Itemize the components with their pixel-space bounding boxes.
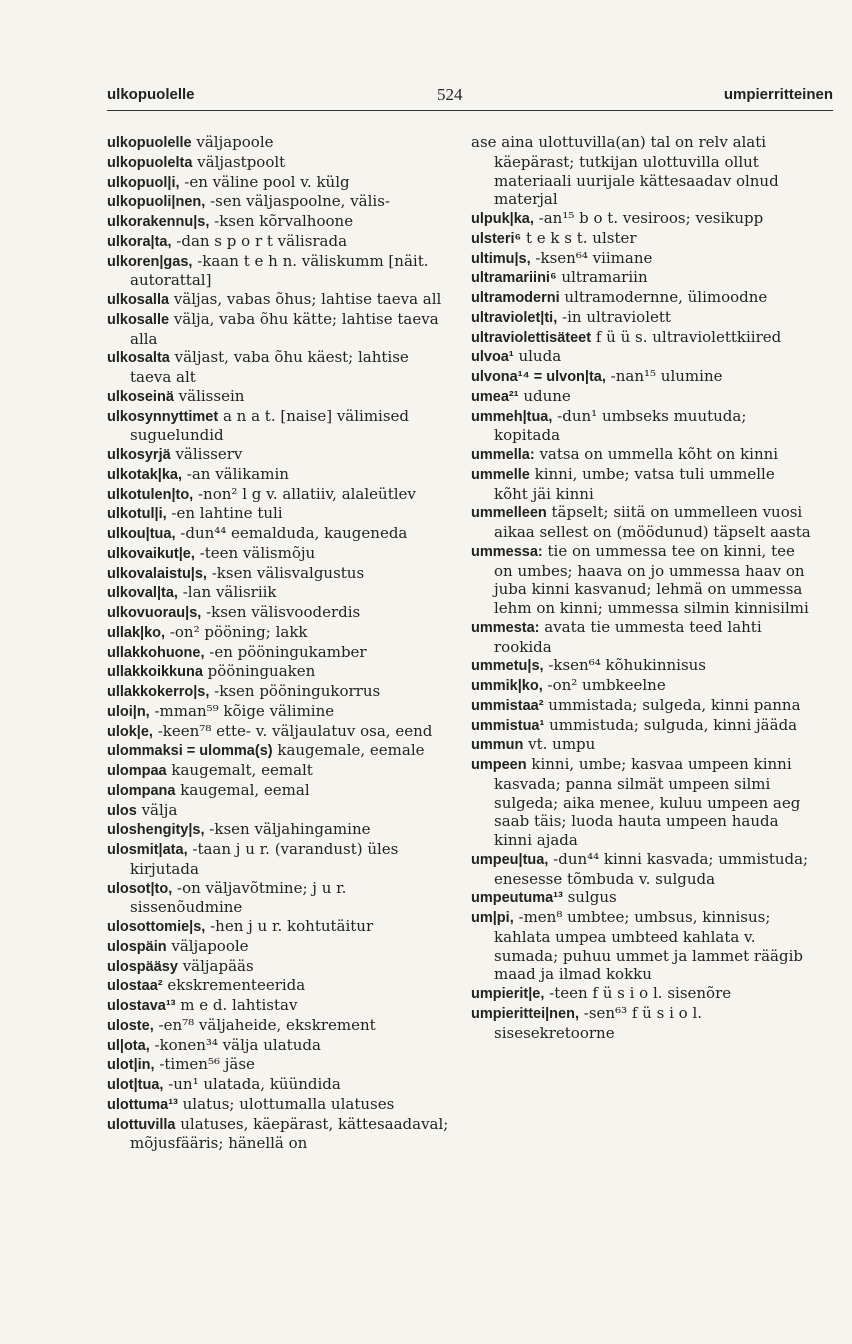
dictionary-entry [107, 465, 449, 485]
entry-definition: -on väljavõtmine; j u r. sissenõudmine [130, 878, 347, 917]
dictionary-entry [107, 722, 449, 742]
entry-definition: -ksen väljahingamine [204, 820, 371, 839]
entry-headword: ulosottomie|s, [107, 919, 206, 935]
entry-headword: ulompana [107, 782, 176, 799]
dictionary-entry [471, 755, 811, 850]
dictionary-entry [471, 465, 811, 504]
entry-definition: -on² umbkeelne [542, 676, 666, 694]
dictionary-entry [107, 957, 449, 977]
entry-definition: -en väline pool v. külg [179, 172, 350, 191]
entry-definition: -ksen⁶⁴ viimane [530, 248, 653, 267]
dictionary-entry [107, 1115, 449, 1154]
entry-definition: -sen⁶³ f ü s i o l. sisesekretoorne [494, 1003, 703, 1042]
entry-headword: ulkosalle [107, 311, 170, 328]
entry-headword: ulosot|to, [107, 880, 173, 897]
dictionary-entry [471, 249, 811, 269]
entry-definition: -timen⁵⁶ jäse [154, 1055, 255, 1074]
dictionary-entry [107, 623, 449, 643]
entry-headword: ultraviolet|ti, [471, 309, 558, 326]
entry-definition: -dan s p o r t välisrada [171, 231, 348, 250]
entry-headword: ulkosynnyttimet [107, 408, 219, 425]
entry-definition: -in ultraviolett [557, 307, 671, 326]
entry-definition: m e d. lahtistav [175, 996, 298, 1014]
dictionary-entry [107, 583, 449, 603]
entry-definition: udune [518, 386, 571, 405]
dictionary-entry [471, 133, 811, 209]
entry-definition: -taan j u r. (varandust) üles kirjutada [130, 840, 399, 878]
entry-definition: tie on ummessa tee on kinni, tee on umbes; haava on jo ummessa haav on juba kinni kasvanud; lehmä on ummessa lehm on kinni; ummessa silmin kinnisilmi [494, 541, 809, 617]
entry-definition: ummistuda; sulguda, kinni jääda [544, 715, 798, 734]
dictionary-entry [107, 741, 449, 761]
dictionary-entry [107, 212, 449, 232]
entry-definition: a n a t. [naise] välimised suguelundid [130, 406, 410, 445]
dictionary-entry [471, 308, 811, 328]
entry-headword: ullakkohuone, [107, 644, 205, 661]
dictionary-entry [107, 682, 449, 702]
entry-definition: avata tie ummesta teed lahti rookida [494, 617, 762, 656]
dictionary-entry [107, 976, 449, 996]
entry-headword: ulkotulen|to, [107, 486, 194, 503]
entry-definition: välja [136, 800, 178, 819]
entry-definition: -ksen välisvalgustus [206, 563, 365, 582]
entry-definition: välja, vaba õhu kätte; lahtise taeva alla [130, 309, 439, 348]
entry-headword: ummun [471, 737, 524, 754]
dictionary-entry [107, 232, 449, 252]
dictionary-entry [471, 288, 811, 308]
dictionary-entry [107, 290, 449, 310]
entry-headword: ul|ota, [107, 1037, 150, 1054]
entry-headword: ummelleen [471, 505, 547, 522]
dictionary-entry [471, 503, 811, 542]
entry-headword: ulkotak|ka, [107, 466, 182, 483]
dictionary-entry [471, 542, 811, 618]
entry-definition: täpselt; siitä on ummelleen vuosi aikaa sellest on (möödunud) täpselt aasta [494, 503, 811, 541]
entry-headword: ulostaa² [107, 978, 163, 995]
entry-headword: ulosmit|ata, [107, 842, 188, 858]
dictionary-entry [107, 996, 449, 1016]
entry-definition: väljas, vabas õhus; lahtise taeva all [169, 290, 442, 308]
entry-definition: kaugemale, eemale [272, 741, 425, 760]
entry-headword: ulospäin [107, 938, 167, 955]
entry-definition: väljapoole [191, 133, 274, 151]
dictionary-entry [471, 676, 811, 696]
entry-definition: väljapoole [166, 936, 249, 955]
dictionary-entry [107, 504, 449, 524]
dictionary-entry [471, 229, 811, 249]
entry-headword: ulkopuolelta [107, 154, 193, 171]
dictionary-entry [471, 656, 811, 676]
entry-definition: pööninguaken [202, 662, 316, 681]
entry-headword: ulvoa¹ [471, 349, 514, 366]
entry-headword: umpierittei|nen, [471, 1005, 579, 1022]
entry-definition: ekskrementeerida [162, 976, 306, 995]
dictionary-entry [107, 840, 449, 879]
header-right-guide-word: umpierritteinen [723, 86, 833, 103]
dictionary-entry [107, 643, 449, 663]
entry-definition: -keen⁷⁸ ette- v. väljaulatuv osa, eend [152, 721, 433, 740]
entry-headword: umpeu|tua, [471, 851, 549, 868]
dictionary-entry [471, 445, 811, 465]
dictionary-entry [471, 407, 811, 446]
entry-definition: sulgus [562, 888, 617, 907]
entry-definition: vatsa on ummella kõht on kinni [534, 445, 779, 463]
dictionary-entry [107, 387, 449, 407]
entry-headword: ulot|in, [107, 1057, 155, 1074]
dictionary-entry [471, 888, 811, 908]
entry-headword: ulkovuorau|s, [107, 605, 202, 621]
entry-headword: ummelle [471, 466, 530, 483]
entry-headword: uloi|n, [107, 703, 150, 720]
entry-headword: ullakkoikkuna [107, 664, 203, 681]
entry-definition: -nan¹⁵ ulumine [605, 367, 723, 385]
entry-definition: -on² pööning; lakk [165, 622, 308, 641]
page-header [107, 86, 833, 111]
entry-headword: ultramariini⁶ [471, 270, 557, 287]
entry-definition: uluda [513, 347, 562, 366]
page-number: 524 [437, 85, 463, 104]
dictionary-entry [471, 328, 811, 348]
entry-definition: -en lahtine tuli [166, 504, 283, 523]
entry-definition: -en⁷⁸ väljaheide, ekskrement [153, 1015, 376, 1034]
dictionary-entry [107, 761, 449, 781]
dictionary-entry [107, 252, 449, 291]
dictionary-entry [107, 153, 449, 173]
entry-headword: ulommaksi = ulomma(s) [107, 743, 273, 760]
entry-headword: ulkoseinä [107, 388, 174, 405]
dictionary-entry [107, 801, 449, 821]
entry-definition: t e k s t. ulster [521, 228, 637, 247]
entry-headword: ulos [107, 802, 137, 819]
entry-headword: umpierit|e, [471, 986, 545, 1002]
dictionary-entry [471, 347, 811, 367]
entry-headword: ulok|e, [107, 723, 153, 740]
entry-definition: -konen³⁴ välja ulatuda [149, 1035, 321, 1054]
dictionary-entry [107, 348, 449, 387]
entry-definition: välisserv [170, 445, 243, 463]
entry-headword: ulkorakennu|s, [107, 214, 210, 230]
dictionary-entry [107, 603, 449, 623]
dictionary-entry [107, 173, 449, 193]
entry-definition: ultramariin [556, 268, 648, 287]
entry-definition: kinni, umbe; vatsa tuli ummelle kõht jäi kinni [494, 464, 775, 503]
entry-headword: ullak|ko, [107, 624, 166, 641]
entry-definition: -teen f ü s i o l. sisenõre [544, 984, 732, 1002]
entry-definition: -hen j u r. kohtutäitur [205, 917, 374, 935]
entry-headword: ulkopuoli|nen, [107, 194, 206, 211]
entry-headword: ulsteri⁶ [471, 230, 522, 247]
entry-definition: -en pööningukamber [204, 642, 367, 661]
entry-definition: -dun⁴⁴ eemalduda, kaugeneda [175, 524, 408, 542]
entry-headword: ummistua¹ [471, 717, 545, 734]
dictionary-entry [107, 564, 449, 584]
entry-headword: ummella: [471, 447, 535, 463]
entry-headword: ummesta: [471, 619, 540, 636]
dictionary-entry [107, 1075, 449, 1095]
entry-headword: umpeutuma¹³ [471, 890, 563, 907]
entry-definition: -sen väljaspoolne, välis- [205, 192, 390, 211]
entry-headword: ulottuvilla [107, 1116, 176, 1133]
entry-definition: ulatus; ulottumalla ulatuses [177, 1094, 395, 1113]
entry-headword: ulkou|tua, [107, 526, 176, 542]
dictionary-entry [107, 820, 449, 840]
entry-definition: -dun¹ umbseks muutuda; kopitada [494, 406, 747, 445]
entry-headword: ulkosalla [107, 292, 170, 308]
entry-definition: välissein [173, 386, 245, 405]
entry-definition: kaugemal, eemal [175, 780, 310, 799]
dictionary-entry [471, 618, 811, 657]
dictionary-entry [107, 1016, 449, 1036]
entry-headword: ultimu|s, [471, 250, 531, 267]
entry-headword: ulkopuol|i, [107, 174, 180, 191]
entry-definition: -kaan t e h n. väliskumm [näit. autorattal] [130, 251, 429, 290]
entry-headword: ulkoval|ta, [107, 585, 178, 602]
entry-definition: vt. umpu [523, 735, 596, 754]
entry-definition: väljastpoolt [192, 152, 286, 171]
header-left-guide-word: ulkopuolelle [107, 86, 195, 103]
entry-definition: -men⁸ umbtee; umbsus, kinnisus; kahlata umpea umbteed kahlata v. sumada; puhuu ummet ja lammet räägib maad ja ilmad kokku [494, 908, 803, 984]
entry-headword: ummistaa² [471, 697, 544, 714]
entry-definition: -lan välisriik [177, 583, 277, 602]
dictionary-entry [107, 1036, 449, 1056]
dictionary-entry [107, 879, 449, 918]
entry-headword: ummeh|tua, [471, 408, 553, 425]
dictionary-entry [107, 781, 449, 801]
entry-headword: uloste, [107, 1017, 154, 1034]
dictionary-entry [107, 407, 449, 446]
entry-headword: ulottuma¹³ [107, 1096, 178, 1113]
entry-definition: ulatuses, käepärast, kättesaadaval; mõjusfääris; hänellä on [130, 1114, 449, 1153]
dictionary-entry [107, 133, 449, 153]
entry-definition: ultramodernne, ülimoodne [559, 288, 768, 306]
entry-headword: ulkosyrjä [107, 447, 171, 463]
dictionary-entry [471, 850, 811, 889]
dictionary-entry [107, 192, 449, 212]
entry-definition: väljast, vaba õhu käest; lahtise taeva alt [130, 348, 409, 386]
entry-definition: f ü ü s. ultraviolettkiired [591, 327, 782, 346]
dictionary-entry [107, 1095, 449, 1115]
entry-definition: ummistada; sulgeda, kinni panna [543, 695, 801, 714]
entry-definition: -un¹ ulatada, küündida [163, 1075, 341, 1093]
left-column [107, 133, 449, 1153]
dictionary-entry [471, 735, 811, 755]
dictionary-entry [107, 662, 449, 682]
entry-headword: ulkovalaistu|s, [107, 565, 207, 582]
entry-headword: ulostava¹³ [107, 998, 176, 1014]
dictionary-entry [471, 209, 811, 229]
entry-headword: um|pi, [471, 910, 514, 926]
entry-headword: ulvona¹⁴ = ulvon|ta, [471, 369, 606, 385]
entry-definition: -an välikamin [181, 464, 289, 483]
dictionary-entry [471, 908, 811, 984]
dictionary-entry [471, 696, 811, 716]
entry-headword: ulompaa [107, 763, 167, 779]
entry-definition: -an¹⁵ b o t. vesiroos; vesikupp [533, 209, 764, 227]
entry-definition: kaugemalt, eemalt [166, 761, 313, 779]
entry-definition: -teen välismõju [194, 543, 316, 562]
dictionary-entry [107, 917, 449, 937]
entry-headword: ultraviolettisäteet [471, 329, 592, 346]
entry-headword: ulkotul|i, [107, 506, 167, 523]
entry-headword: ulkopuolelle [107, 135, 192, 151]
dictionary-entry [471, 387, 811, 407]
dictionary-entry [471, 984, 811, 1004]
entry-headword: ummik|ko, [471, 678, 543, 694]
dictionary-entry [107, 310, 449, 349]
entry-headword: ulkora|ta, [107, 233, 172, 250]
entry-definition: ase aina ulottuvilla(an) tal on relv alati käepärast; tutkijan ulottuvilla ollut materiaali uurijale kättesaadav olnud materjal [471, 133, 779, 209]
entry-definition: -ksen kõrvalhoone [209, 212, 354, 230]
entry-headword: ulkoren|gas, [107, 253, 193, 270]
entry-definition: väljapääs [177, 956, 254, 975]
entry-definition: -dun⁴⁴ kinni kasvada; ummistuda; enesesse tõmbuda v. sulguda [494, 849, 809, 888]
entry-headword: ulkovaikut|e, [107, 545, 195, 562]
dictionary-entry [471, 716, 811, 736]
dictionary-entry [471, 1004, 811, 1043]
entry-definition: -ksen⁶⁴ kõhukinnisus [543, 656, 707, 675]
dictionary-entry [107, 1055, 449, 1075]
dictionary-entry [107, 544, 449, 564]
entry-headword: ummessa: [471, 543, 543, 560]
entry-definition: -mman⁵⁹ kõige välimine [149, 701, 335, 720]
dictionary-entry [107, 702, 449, 722]
entry-headword: ultramoderni [471, 290, 560, 306]
entry-headword: ummetu|s, [471, 658, 544, 675]
entry-definition: -non² l g v. allatiiv, alaleütlev [193, 484, 416, 503]
entry-headword: umpeen [471, 757, 527, 773]
dictionary-entry [471, 367, 811, 387]
entry-headword: ullakkokerro|s, [107, 684, 210, 700]
dictionary-entry [107, 524, 449, 544]
entry-headword: ulospääsy [107, 958, 178, 975]
entry-headword: ulot|tua, [107, 1077, 164, 1093]
right-column [471, 133, 811, 1042]
entry-definition: -ksen pööningukorrus [209, 682, 381, 700]
entry-headword: umea²¹ [471, 388, 519, 405]
dictionary-entry [107, 937, 449, 957]
dictionary-entry [107, 445, 449, 465]
entry-definition: kinni, umbe; kasvaa umpeen kinni kasvada; panna silmät umpeen silmi sulgeda; aika menee, kuluu umpeen aeg saab täis; luoda hauta umpeen hauda kinni ajada [494, 755, 801, 849]
entry-headword: ulpuk|ka, [471, 211, 534, 227]
entry-headword: uloshengity|s, [107, 822, 205, 839]
dictionary-entry [471, 268, 811, 288]
dictionary-entry [107, 485, 449, 505]
entry-definition: -ksen välisvooderdis [201, 603, 361, 621]
entry-headword: ulkosalta [107, 350, 170, 367]
